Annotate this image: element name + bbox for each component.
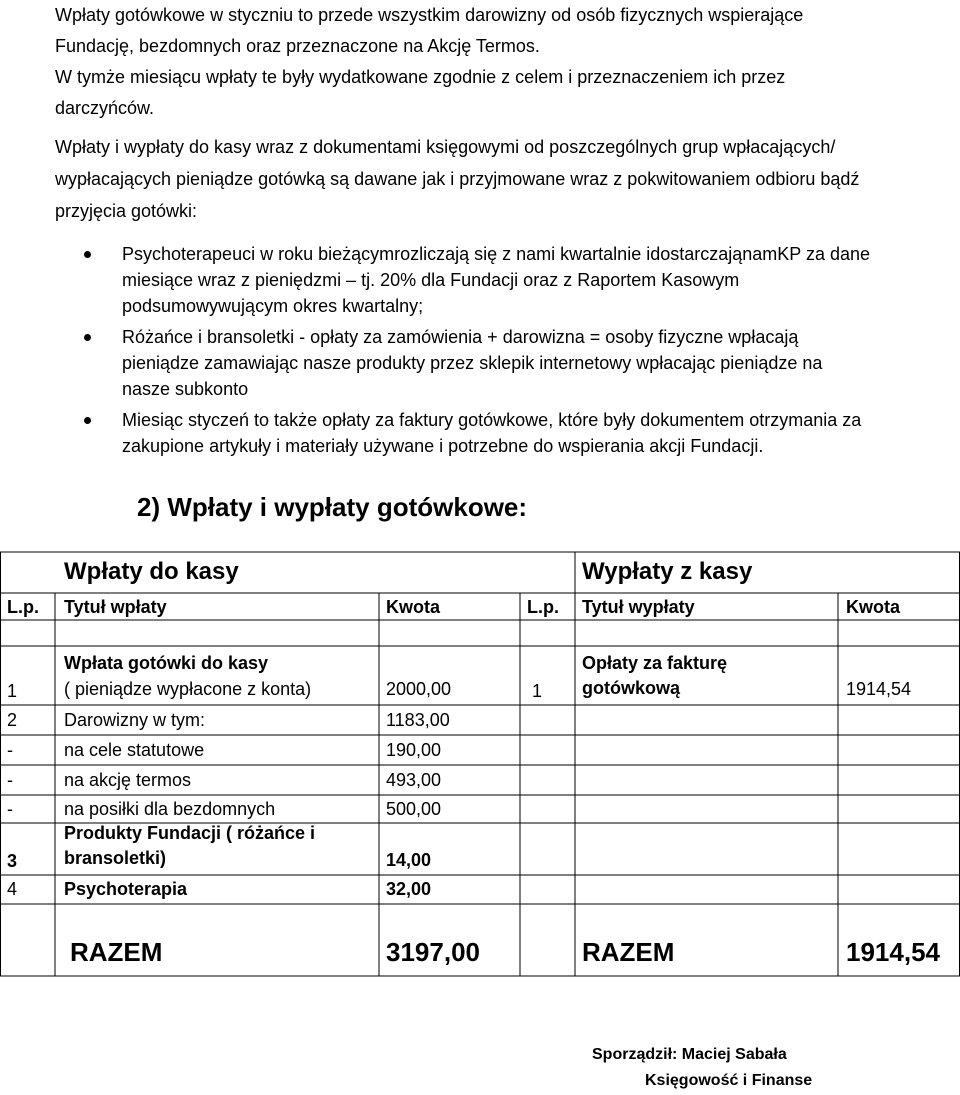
- table-cell-amount: 500,00: [386, 799, 442, 819]
- description-line: przyjęcia gotówki:: [55, 201, 198, 221]
- description-line: wypłacających pieniądze gotówką są dawane jak i przyjmowane wraz z pokwitowaniem odbioru bądź: [55, 169, 860, 189]
- list-item-line: Różańce i bransoletki - opłaty za zamówienia + darowizna = osoby fizyczne wpłacają: [122, 327, 799, 347]
- table-cell-amount: 190,00: [386, 740, 442, 760]
- total-amount-in: 3197,00: [386, 937, 480, 967]
- column-header-lp-out: L.p.: [527, 597, 559, 617]
- table-cell-lp: 1: [532, 681, 543, 701]
- list-item-line: Psychoterapeuci w roku bieżącymrozliczają się z nami kwartalnie idostarczająnamKP za dane: [122, 244, 871, 264]
- table-cell-amount: 14,00: [386, 850, 432, 870]
- table-cell-amount: 2000,00: [386, 679, 452, 699]
- description-paragraph: [55, 131, 935, 227]
- table-cell-title: na cele statutowe: [64, 740, 205, 760]
- table-cell-lp: -: [7, 770, 13, 790]
- description-line: Wpłaty i wypłaty do kasy wraz z dokumentami księgowymi od poszczególnych grup wpłacających/: [55, 137, 836, 157]
- table-cell-title: na akcję termos: [64, 770, 192, 790]
- bullet-icon: [84, 251, 91, 258]
- column-header-lp: L.p.: [7, 597, 39, 617]
- table-cell-title: ( pieniądze wypłacone z konta): [64, 679, 312, 699]
- in-section-header: Wpłaty do kasy: [64, 558, 239, 585]
- list-item-line: Miesiąc styczeń to także opłaty za faktury gotówkowe, które były dokumentem otrzymania za: [122, 410, 862, 430]
- bullet-list: [82, 241, 942, 464]
- total-label-out: RAZEM: [582, 937, 675, 967]
- table-cell-lp: -: [7, 799, 13, 819]
- table-cell-lp: 1: [7, 681, 18, 701]
- table-cell-lp: 4: [7, 879, 18, 899]
- intro-line: W tymże miesiącu wpłaty te były wydatkowane zgodnie z celem i przeznaczeniem ich przez: [55, 67, 786, 87]
- intro-paragraph: [55, 0, 935, 124]
- table-cell-title: Opłaty za fakturę: [582, 653, 728, 673]
- intro-line: Wpłaty gotówkowe w styczniu to przede wszystkim darowizny od osób fizycznych wspierające: [55, 5, 804, 25]
- table-cell-title: na posiłki dla bezdomnych: [64, 799, 276, 819]
- list-item-line: pieniądze zamawiając nasze produkty przez sklepik internetowy wpłacając pieniądze na: [122, 353, 823, 373]
- section-title: 2) Wpłaty i wypłaty gotówkowe:: [137, 492, 528, 522]
- list-item: [82, 241, 942, 319]
- table-cell-title: Produkty Fundacji ( różańce i: [64, 823, 316, 843]
- department: Księgowość i Finanse: [645, 1072, 813, 1089]
- column-header-title-out: Tytuł wypłaty: [582, 597, 695, 617]
- table-cell-amount: 1183,00: [386, 710, 450, 730]
- out-section-header: Wypłaty z kasy: [582, 558, 753, 585]
- list-item-line: miesiące wraz z pieniędzmi – tj. 20% dla Fundacji oraz z Raportem Kasowym: [122, 270, 740, 290]
- table-cell-amount: 1914,54: [846, 679, 912, 699]
- table-cell-amount: 493,00: [386, 770, 442, 790]
- table-cell-lp: 2: [7, 710, 18, 730]
- table-cell-amount: 32,00: [386, 879, 432, 899]
- table-cell-lp: 3: [7, 851, 18, 871]
- table-cell-title: bransoletki): [64, 848, 167, 868]
- column-header-amount-in: Kwota: [386, 597, 440, 617]
- table-cell-lp: -: [7, 740, 13, 760]
- table-cell-title: Wpłata gotówki do kasy: [64, 653, 269, 673]
- table-cell-title: Darowizny w tym:: [64, 710, 206, 730]
- list-item-line: podsumowywującym okres kwartalny;: [122, 296, 424, 316]
- total-label-in: RAZEM: [70, 937, 163, 967]
- table-cell-title: Psychoterapia: [64, 879, 188, 899]
- list-item: [82, 324, 942, 402]
- list-item-line: zakupione artykuły i materiały używane i potrzebne do wspierania akcji Fundacji.: [122, 436, 764, 456]
- table-cell-title: gotówkową: [582, 678, 680, 698]
- column-header-title-in: Tytuł wpłaty: [64, 597, 167, 617]
- intro-line: darczyńców.: [55, 98, 155, 118]
- prepared-by: Sporządził: Maciej Sabała: [592, 1046, 787, 1063]
- bullet-icon: [84, 417, 91, 424]
- bullet-icon: [84, 334, 91, 341]
- intro-line: Fundację, bezdomnych oraz przeznaczone na Akcję Termos.: [55, 36, 540, 56]
- total-amount-out: 1914,54: [846, 937, 940, 967]
- column-header-amount-out: Kwota: [846, 597, 900, 617]
- list-item-line: nasze subkonto: [122, 379, 249, 399]
- list-item: [82, 407, 942, 459]
